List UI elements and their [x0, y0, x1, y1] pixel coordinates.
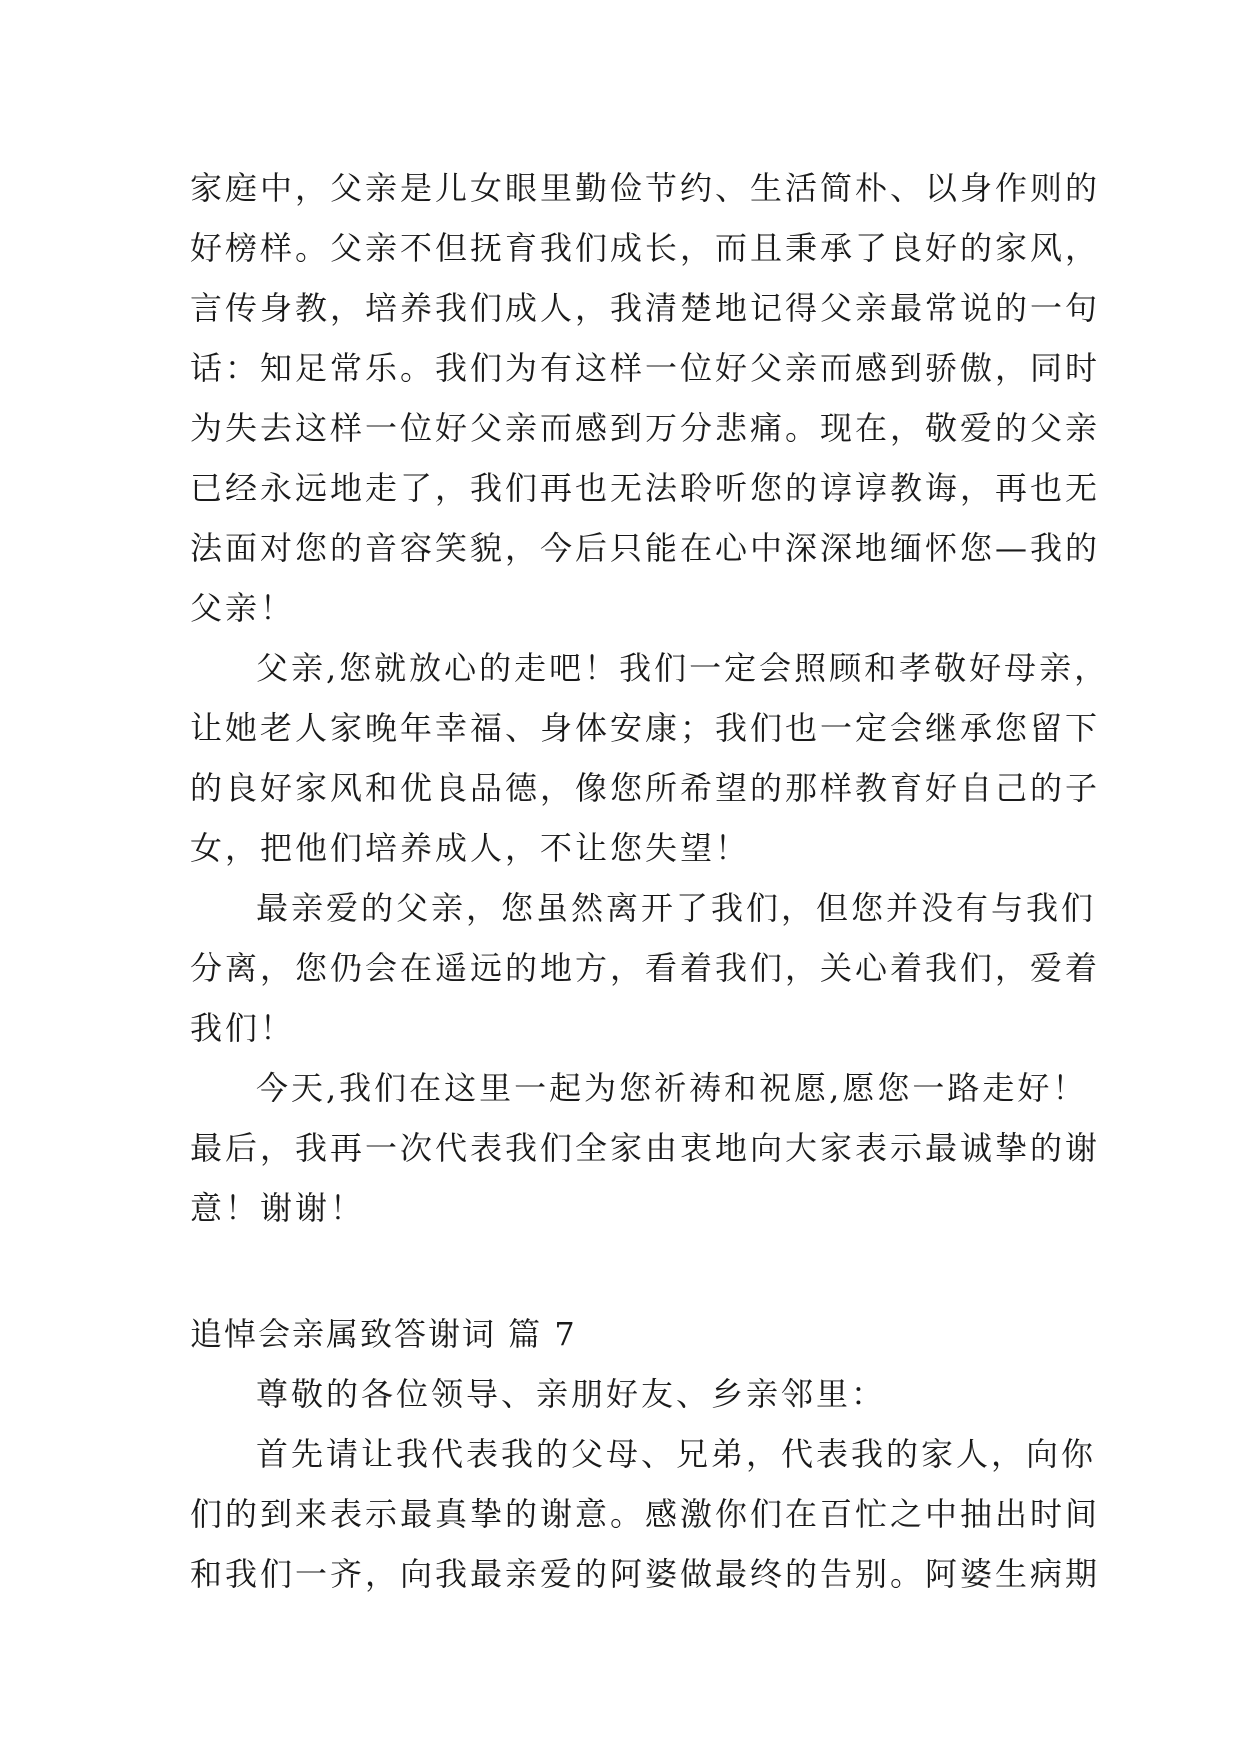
text-line: 父亲,您就放心的走吧！我们一定会照顾和孝敬好母亲， [256, 649, 1110, 687]
text-line: 的良好家风和优良品德，像您所希望的那样教育好自己的子 [190, 769, 1101, 807]
paragraph-salutation [190, 1364, 1060, 1424]
text-line: 们的到来表示最真挚的谢意。感激你们在百忙之中抽出时间 [190, 1495, 1101, 1533]
text-line: 和我们一齐，向我最亲爱的阿婆做最终的告别。阿婆生病期 [190, 1555, 1101, 1593]
text-line: 最后，我再一次代表我们全家由衷地向大家表示最诚挚的谢 [190, 1129, 1101, 1167]
text-line: 已经永远地走了，我们再也无法聆听您的谆谆教诲，再也无 [190, 469, 1101, 507]
text-line: 话：知足常乐。我们为有这样一位好父亲而感到骄傲，同时 [190, 349, 1101, 387]
paragraph-father-example [190, 158, 1101, 638]
text-line: 我们！ [190, 1009, 296, 1047]
text-line: 父亲！ [190, 589, 296, 627]
text-line: 为失去这样一位好父亲而感到万分悲痛。现在，敬爱的父亲 [190, 409, 1101, 447]
text-line: 好榜样。父亲不但抚育我们成长，而且秉承了良好的家风， [190, 229, 1101, 267]
section-heading: 追悼会亲属致答谢词 篇 7 [190, 1315, 577, 1353]
text-line: 女，把他们培养成人，不让您失望！ [190, 829, 751, 867]
text-line: 意！谢谢！ [190, 1189, 366, 1227]
paragraph-dear-father [190, 878, 1101, 1058]
section-spacer [190, 1238, 1060, 1304]
paragraph-opening [190, 1424, 1101, 1604]
text-line: 最亲爱的父亲，您虽然离开了我们，但您并没有与我们 [256, 889, 1097, 927]
text-line: 分离，您仍会在遥远的地方，看着我们，关心着我们，爱着 [190, 949, 1101, 987]
text-line: 首先请让我代表我的父母、兄弟，代表我的家人，向你 [256, 1435, 1097, 1473]
document-body [190, 158, 1110, 1604]
text-line: 言传身教，培养我们成人，我清楚地记得父亲最常说的一句 [190, 289, 1101, 327]
paragraph-closing-thanks [190, 1058, 1101, 1238]
text-line: 让她老人家晚年幸福、身体安康；我们也一定会继承您留下 [190, 709, 1101, 747]
text-line: 家庭中，父亲是儿女眼里勤俭节约、生活简朴、以身作则的 [190, 169, 1101, 207]
text-line: 今天,我们在这里一起为您祈祷和祝愿,愿您一路走好！ [256, 1069, 1088, 1107]
text-line: 法面对您的音容笑貌，今后只能在心中深深地缅怀您—我的 [190, 529, 1101, 567]
paragraph-farewell [190, 638, 1110, 878]
text-line: 尊敬的各位领导、亲朋好友、乡亲邻里： [256, 1375, 887, 1413]
